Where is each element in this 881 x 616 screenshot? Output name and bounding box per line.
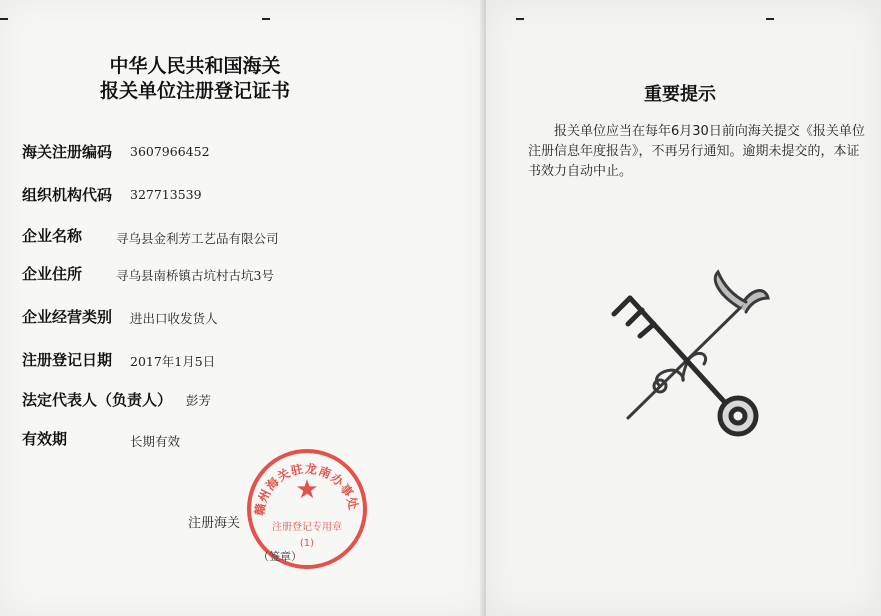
crop-mark	[262, 18, 270, 20]
crop-mark	[766, 18, 774, 20]
seal-note: （签章）	[258, 550, 302, 563]
field-value-company-name: 寻乌县金利芳工艺品有限公司	[116, 231, 279, 246]
field-label-company-name: 企业名称	[22, 227, 83, 245]
field-value-validity: 长期有效	[130, 434, 181, 449]
seal-number: (1)	[299, 538, 315, 549]
crop-mark	[0, 18, 8, 20]
field-value-business-type: 进出口收发货人	[130, 311, 218, 326]
seal-center-text: 注册登记专用章	[272, 522, 342, 533]
field-value-legal-representative: 彭芳	[186, 393, 212, 408]
field-label-legal-representative: 法定代表人（负责人）	[22, 391, 173, 409]
field-label-org-code: 组织机构代码	[22, 186, 113, 204]
field-value-registration-date: 2017年1月5日	[130, 354, 216, 369]
field-label-customs-code: 海关注册编码	[22, 143, 113, 161]
issuing-customs-label: 注册海关	[188, 516, 241, 531]
svg-text:★: ★	[295, 475, 319, 505]
customs-emblem-icon	[600, 268, 770, 448]
field-label-validity: 有效期	[22, 430, 68, 448]
field-label-registration-date: 注册登记日期	[22, 351, 113, 369]
notice-body: 报关单位应当在每年6月30日前向海关提交《报关单位注册信息年度报告》，不再另行通知。逾期未提交的，本证书效力自动中止。	[528, 124, 865, 179]
crop-mark	[516, 18, 524, 20]
seal-ring-text: 赣州海关驻龙南办事处	[252, 461, 361, 517]
field-label-business-type: 企业经营类别	[22, 308, 113, 326]
field-value-org-code: 327713539	[130, 187, 202, 202]
notice-title: 重要提示	[644, 84, 716, 105]
field-value-address: 寻乌县南桥镇古坑村古坑3号	[116, 268, 274, 283]
certificate-title-line1: 中华人民共和国海关	[109, 55, 281, 77]
field-value-customs-code: 3607966452	[130, 144, 210, 159]
field-label-address: 企业住所	[22, 265, 83, 283]
certificate-title-line2: 报关单位注册登记证书	[99, 80, 290, 102]
